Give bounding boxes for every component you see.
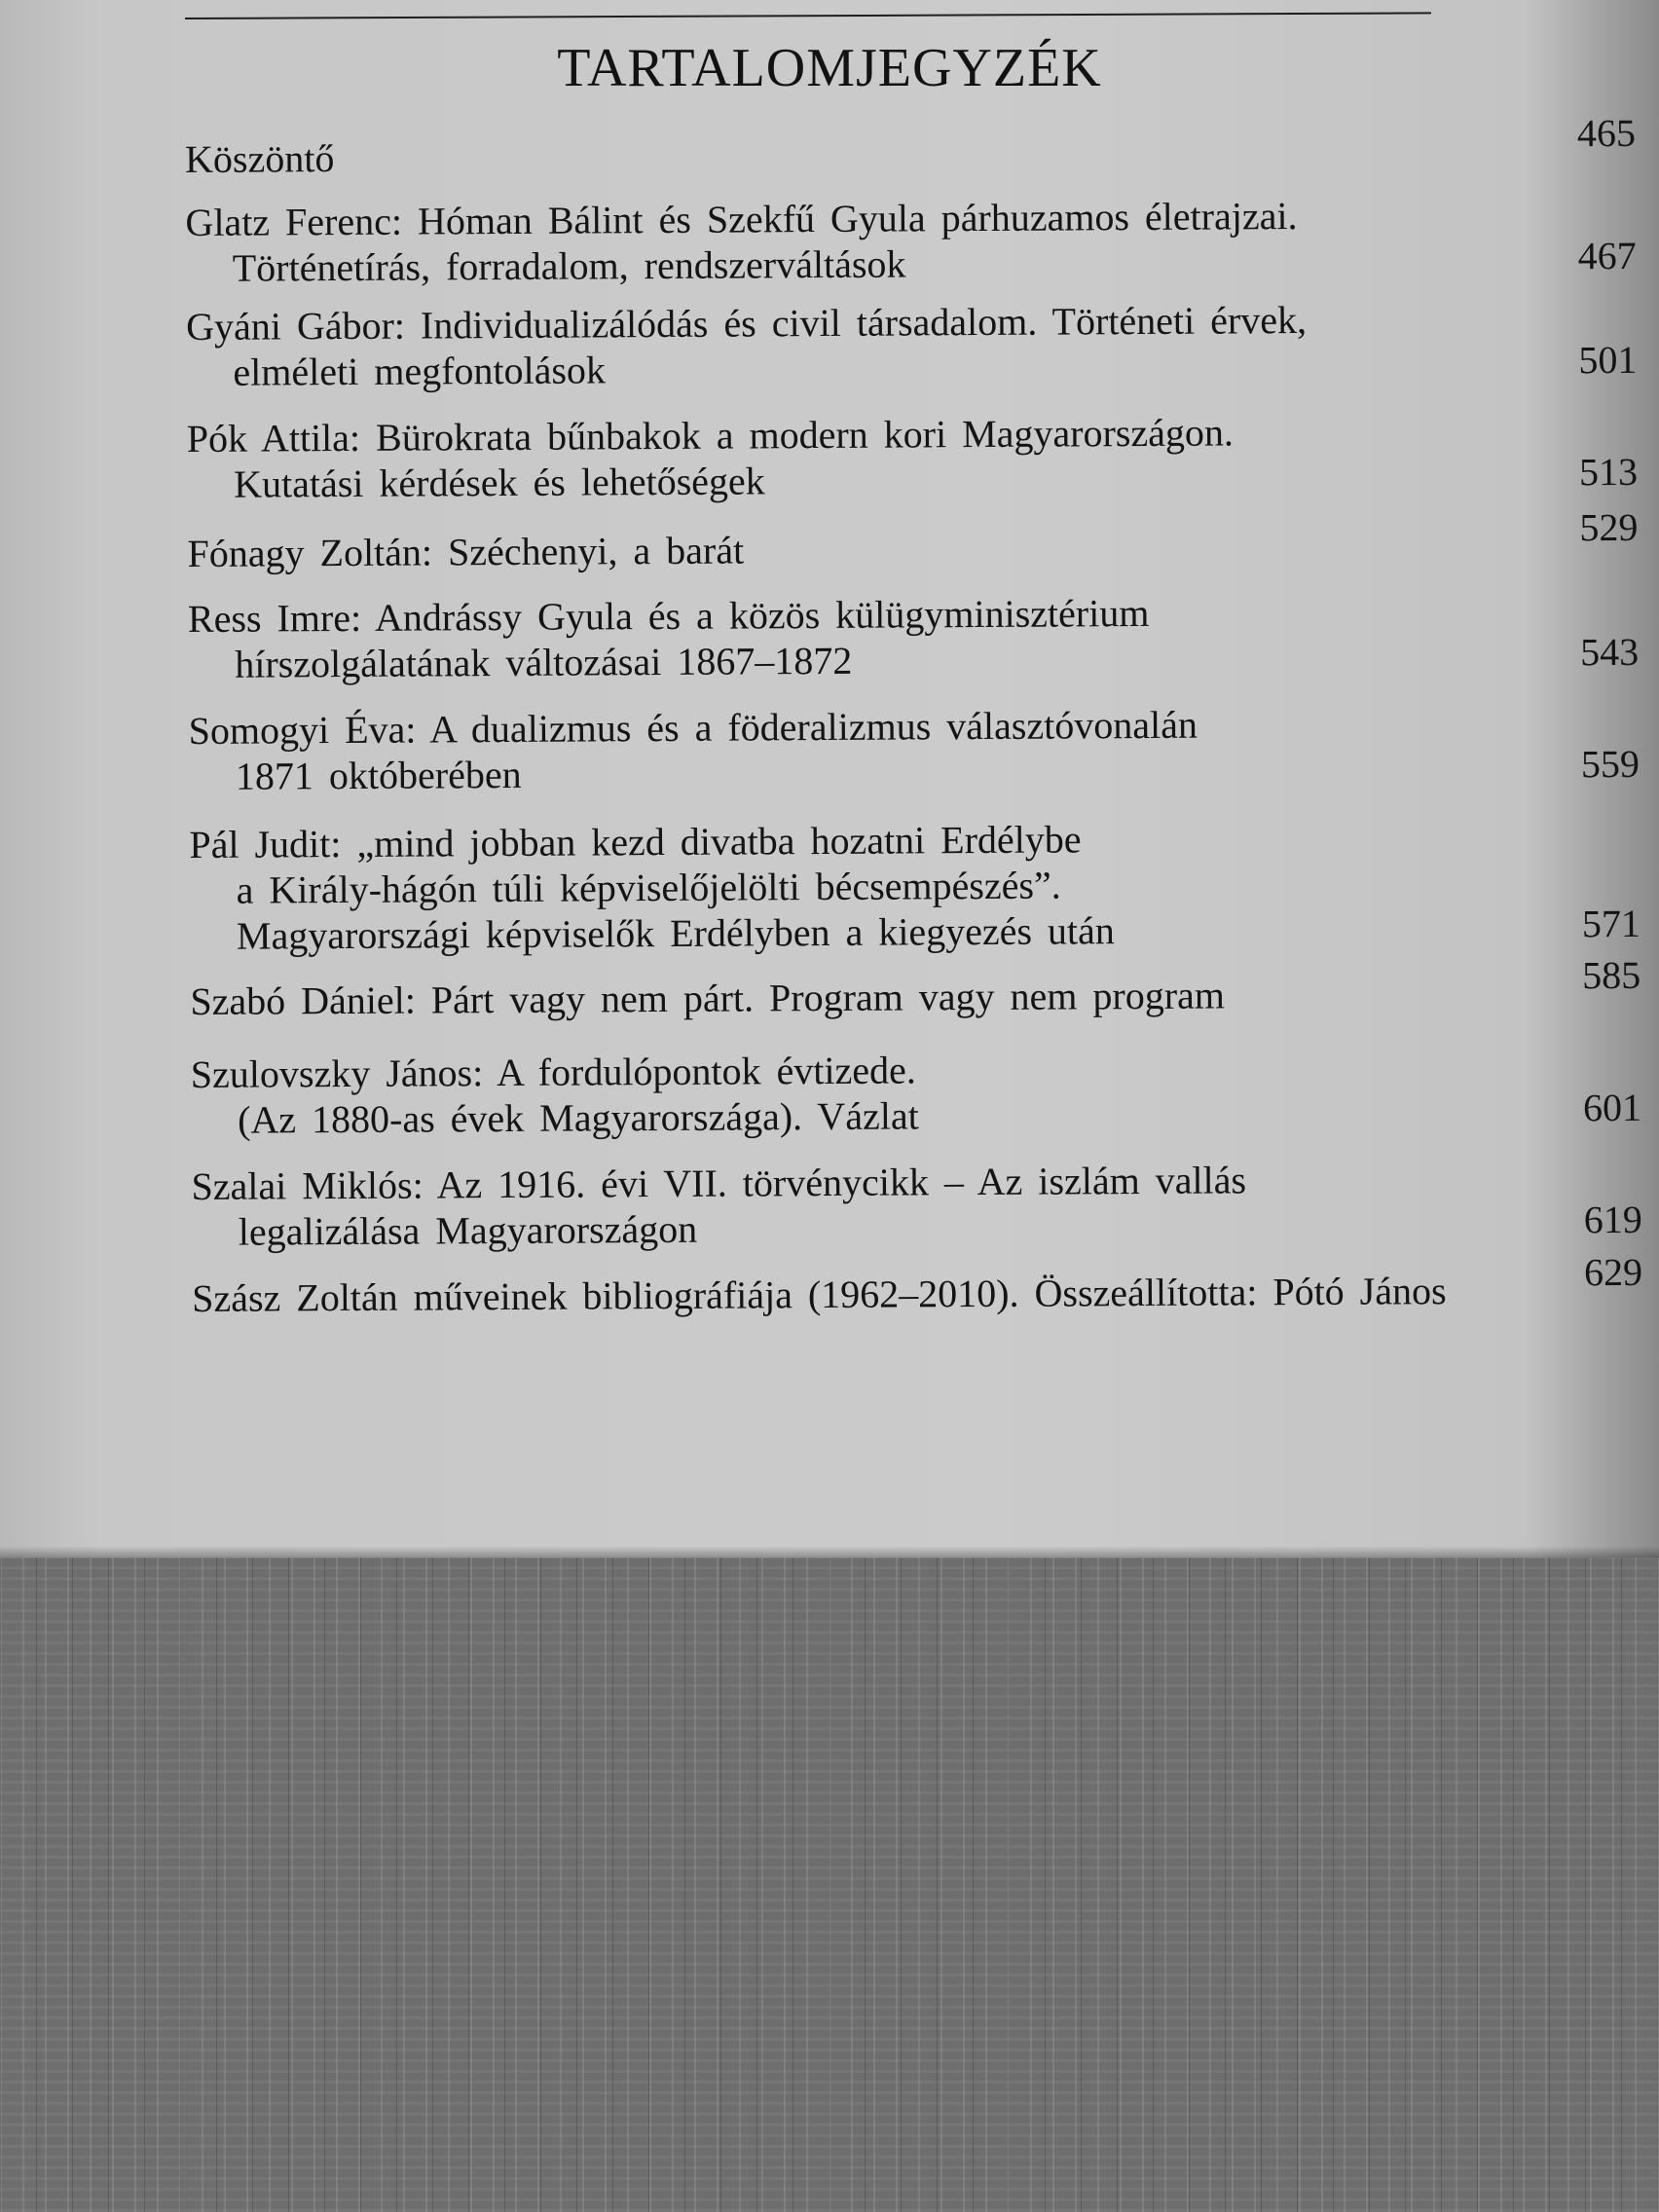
toc-entry-continuation: a Király-hágón túli képviselőjelölti bécsempészés”. — [236, 863, 1061, 912]
toc-page-number: 619 — [1583, 1197, 1642, 1242]
toc-entry — [189, 699, 1650, 799]
toc-entry-continuation: Történetírás, forradalom, rendszerváltások — [232, 241, 906, 290]
toc-entry — [187, 407, 1648, 507]
toc-entry — [184, 110, 1645, 182]
toc-page-number: 543 — [1580, 629, 1640, 675]
toc-entry-title: Somogyi Éva: A dualizmus és a föderalizmus választóvonalán — [188, 702, 1198, 753]
toc-page-number: 585 — [1582, 952, 1641, 998]
toc-entry-title: Glatz Ferenc: Hóman Bálint és Szekfű Gyula párhuzamos életrajzai. — [185, 194, 1298, 244]
toc-entry — [188, 587, 1649, 687]
toc-entry-title: Szabó Dániel: Párt vagy nem párt. Program vagy nem program — [190, 973, 1226, 1023]
toc-page-number: 501 — [1578, 337, 1638, 383]
toc-page-number: 601 — [1582, 1085, 1642, 1130]
toc-entry — [191, 1155, 1652, 1255]
toc-page-number: 629 — [1583, 1249, 1643, 1295]
toc-entry-continuation: Kutatási kérdések és lehetőségek — [233, 459, 765, 506]
toc-page-number: 559 — [1580, 741, 1641, 787]
toc-entry — [190, 952, 1650, 1024]
toc-entry — [189, 813, 1650, 959]
toc-entry-continuation: hírszolgálatának változásai 1867–1872 — [235, 638, 853, 686]
toc-entry-continuation: elméleti megfontolások — [233, 348, 607, 394]
toc-page-number: 467 — [1577, 233, 1637, 278]
toc-page-number: 571 — [1581, 901, 1641, 946]
toc-entry-title: Szász Zoltán műveinek bibliográfiája (1962–2010). Összeállította: Pótó János — [192, 1269, 1447, 1320]
toc-entry-title: Szalai Miklós: Az 1916. évi VII. törvénycikk – Az iszlám vallás — [191, 1158, 1247, 1208]
background-surface — [0, 1558, 1659, 2212]
toc-entry — [191, 1043, 1652, 1143]
toc-entry-continuation: 1871 októberében — [235, 752, 522, 798]
page-title: TARTALOMJEGYZÉK — [557, 38, 1102, 98]
toc-entry-title: Köszöntő — [184, 136, 335, 181]
toc-entry — [186, 295, 1647, 395]
toc-entry-continuation: Magyarországi képviselők Erdélyben a kiegyezés után — [236, 908, 1115, 958]
toc-entry-title: Pók Attila: Bürokrata bűnbakok a modern kori Magyarországon. — [186, 410, 1235, 461]
toc-page-number: 513 — [1578, 449, 1639, 495]
toc-page-number: 529 — [1579, 504, 1639, 550]
toc-entry-continuation: (Az 1880-as évek Magyarországa). Vázlat — [237, 1093, 919, 1142]
toc-entry — [192, 1249, 1652, 1321]
toc-entry-title: Gyáni Gábor: Individualizálódás és civil társadalom. Történeti érvek, — [185, 297, 1308, 349]
toc-entry-title: Ress Imre: Andrássy Gyula és a közös külügyminisztérium — [187, 590, 1150, 641]
toc-entry-title: Fónagy Zoltán: Széchenyi, a barát — [187, 528, 745, 575]
toc-entry-title: Pál Judit: „mind jobban kezd divatba hozatni Erdélybe — [189, 817, 1082, 866]
toc-page-number: 465 — [1576, 110, 1637, 156]
toc-entry — [185, 191, 1646, 291]
toc-entry — [187, 504, 1647, 576]
toc-entry-continuation: legalizálása Magyarországon — [238, 1206, 698, 1254]
toc-entry-title: Szulovszky János: A fordulópontok évtizede. — [190, 1048, 916, 1096]
